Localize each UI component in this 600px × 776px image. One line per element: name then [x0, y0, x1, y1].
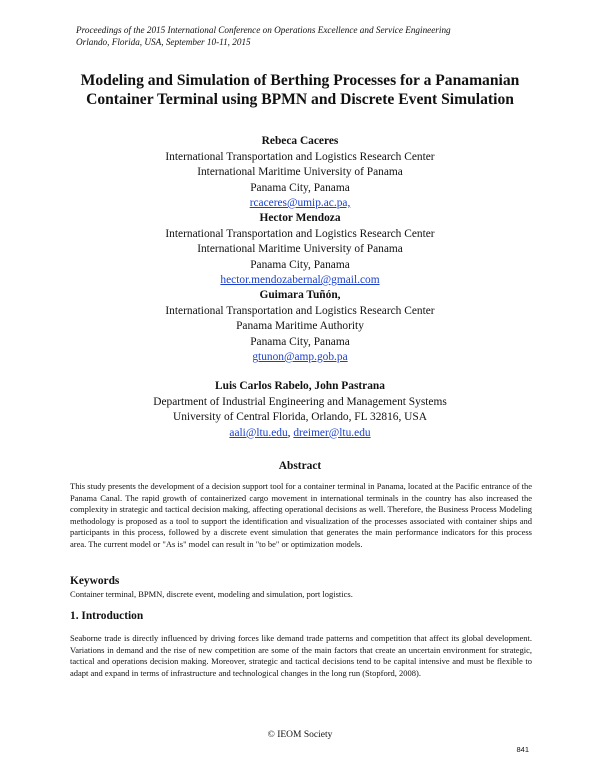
- introduction-heading: 1. Introduction: [70, 610, 144, 622]
- author-name: Hector Mendoza: [259, 212, 341, 224]
- introduction-text: Seaborne trade is directly influenced by driving forces like demand trade patterns and competition that affect its global development. Variations in demand and the rise of new competition are some of the main factors that create an uncertain environment for strategic, tactical and operations decision making. Moreover, strategic and tactical decisions tend to be capital intensive and must be flexible to adapt and expand in terms of infrastructure and technological changes in the long run (Stopford, 2008).: [70, 633, 532, 678]
- author-affiliation-line: Department of Industrial Engineering and Management Systems: [153, 395, 447, 408]
- author-affiliation-line: International Maritime University of Panama: [197, 243, 403, 255]
- author-name: Luis Carlos Rabelo, John Pastrana: [215, 380, 385, 392]
- author-block-4: [60, 379, 540, 441]
- title-line-2: Container Terminal using BPMN and Discrete Event Simulation: [86, 91, 514, 108]
- author-block-2: [60, 211, 540, 289]
- author-email-link[interactable]: hector.mendozabernal@gmail.com: [220, 274, 380, 286]
- author-affiliation-line: Panama City, Panama: [250, 335, 350, 348]
- email-separator: ,: [287, 426, 294, 439]
- keywords-heading: Keywords: [70, 575, 120, 587]
- footer-society: © IEOM Society: [267, 730, 333, 740]
- author-affiliation-line: University of Central Florida, Orlando, FL 32816, USA: [173, 411, 427, 423]
- author-affiliation-line: Panama City, Panama: [250, 258, 350, 271]
- keywords-text: Container terminal, BPMN, discrete event, modeling and simulation, port logistics.: [70, 589, 353, 599]
- abstract-heading: Abstract: [278, 460, 322, 472]
- abstract-text: This study presents the development of a decision support tool for a container terminal in Panama, located at the Pacific entrance of the Panama Canal. The rapid growth of containerized cargo movement in international terminals in the country has also increased the complexity in strategic and tactical decision making, affecting operational decisions as well. Therefore, the Business Process Modeling methodology is proposed as a tool to support the identification and visualization of the processes associated with container ships and participants in this process, followed by a discrete event simulation that generates the main performance indicators for this process area. The current model or "As is" model can result in "to be" or optimization models.: [70, 481, 532, 549]
- author-affiliation-line: International Maritime University of Panama: [197, 166, 403, 178]
- proceedings-header: [76, 24, 451, 48]
- author-affiliation-line: International Transportation and Logistics Research Center: [165, 150, 435, 163]
- paper-title: [40, 71, 560, 109]
- author-affiliation-line: International Transportation and Logistics Research Center: [165, 304, 435, 317]
- page-number: 841: [516, 745, 529, 754]
- author-block-3: [60, 288, 540, 366]
- header-line-1: Proceedings of the 2015 International Conference on Operations Excellence and Service Engineering: [76, 25, 451, 35]
- title-line-1: Modeling and Simulation of Berthing Processes for a Panamanian: [80, 72, 520, 89]
- author-name: Rebeca Caceres: [261, 135, 339, 147]
- author-email-link[interactable]: aali@ltu.edu: [229, 426, 288, 439]
- author-email-link[interactable]: gtunon@amp.gob.pa: [252, 351, 348, 363]
- author-affiliation-line: Panama Maritime Authority: [236, 320, 364, 332]
- author-email-link[interactable]: rcaceres@umip.ac.pa,: [249, 197, 351, 209]
- author-affiliation-line: International Transportation and Logistics Research Center: [165, 227, 435, 240]
- author-affiliation-line: Panama City, Panama: [250, 181, 350, 194]
- author-block-1: [60, 134, 540, 212]
- author-name: Guimara Tuñón,: [259, 289, 341, 301]
- author-email-link-2[interactable]: dreimer@ltu.edu: [293, 426, 371, 439]
- header-line-2: Orlando, Florida, USA, September 10-11, 2015: [76, 37, 251, 47]
